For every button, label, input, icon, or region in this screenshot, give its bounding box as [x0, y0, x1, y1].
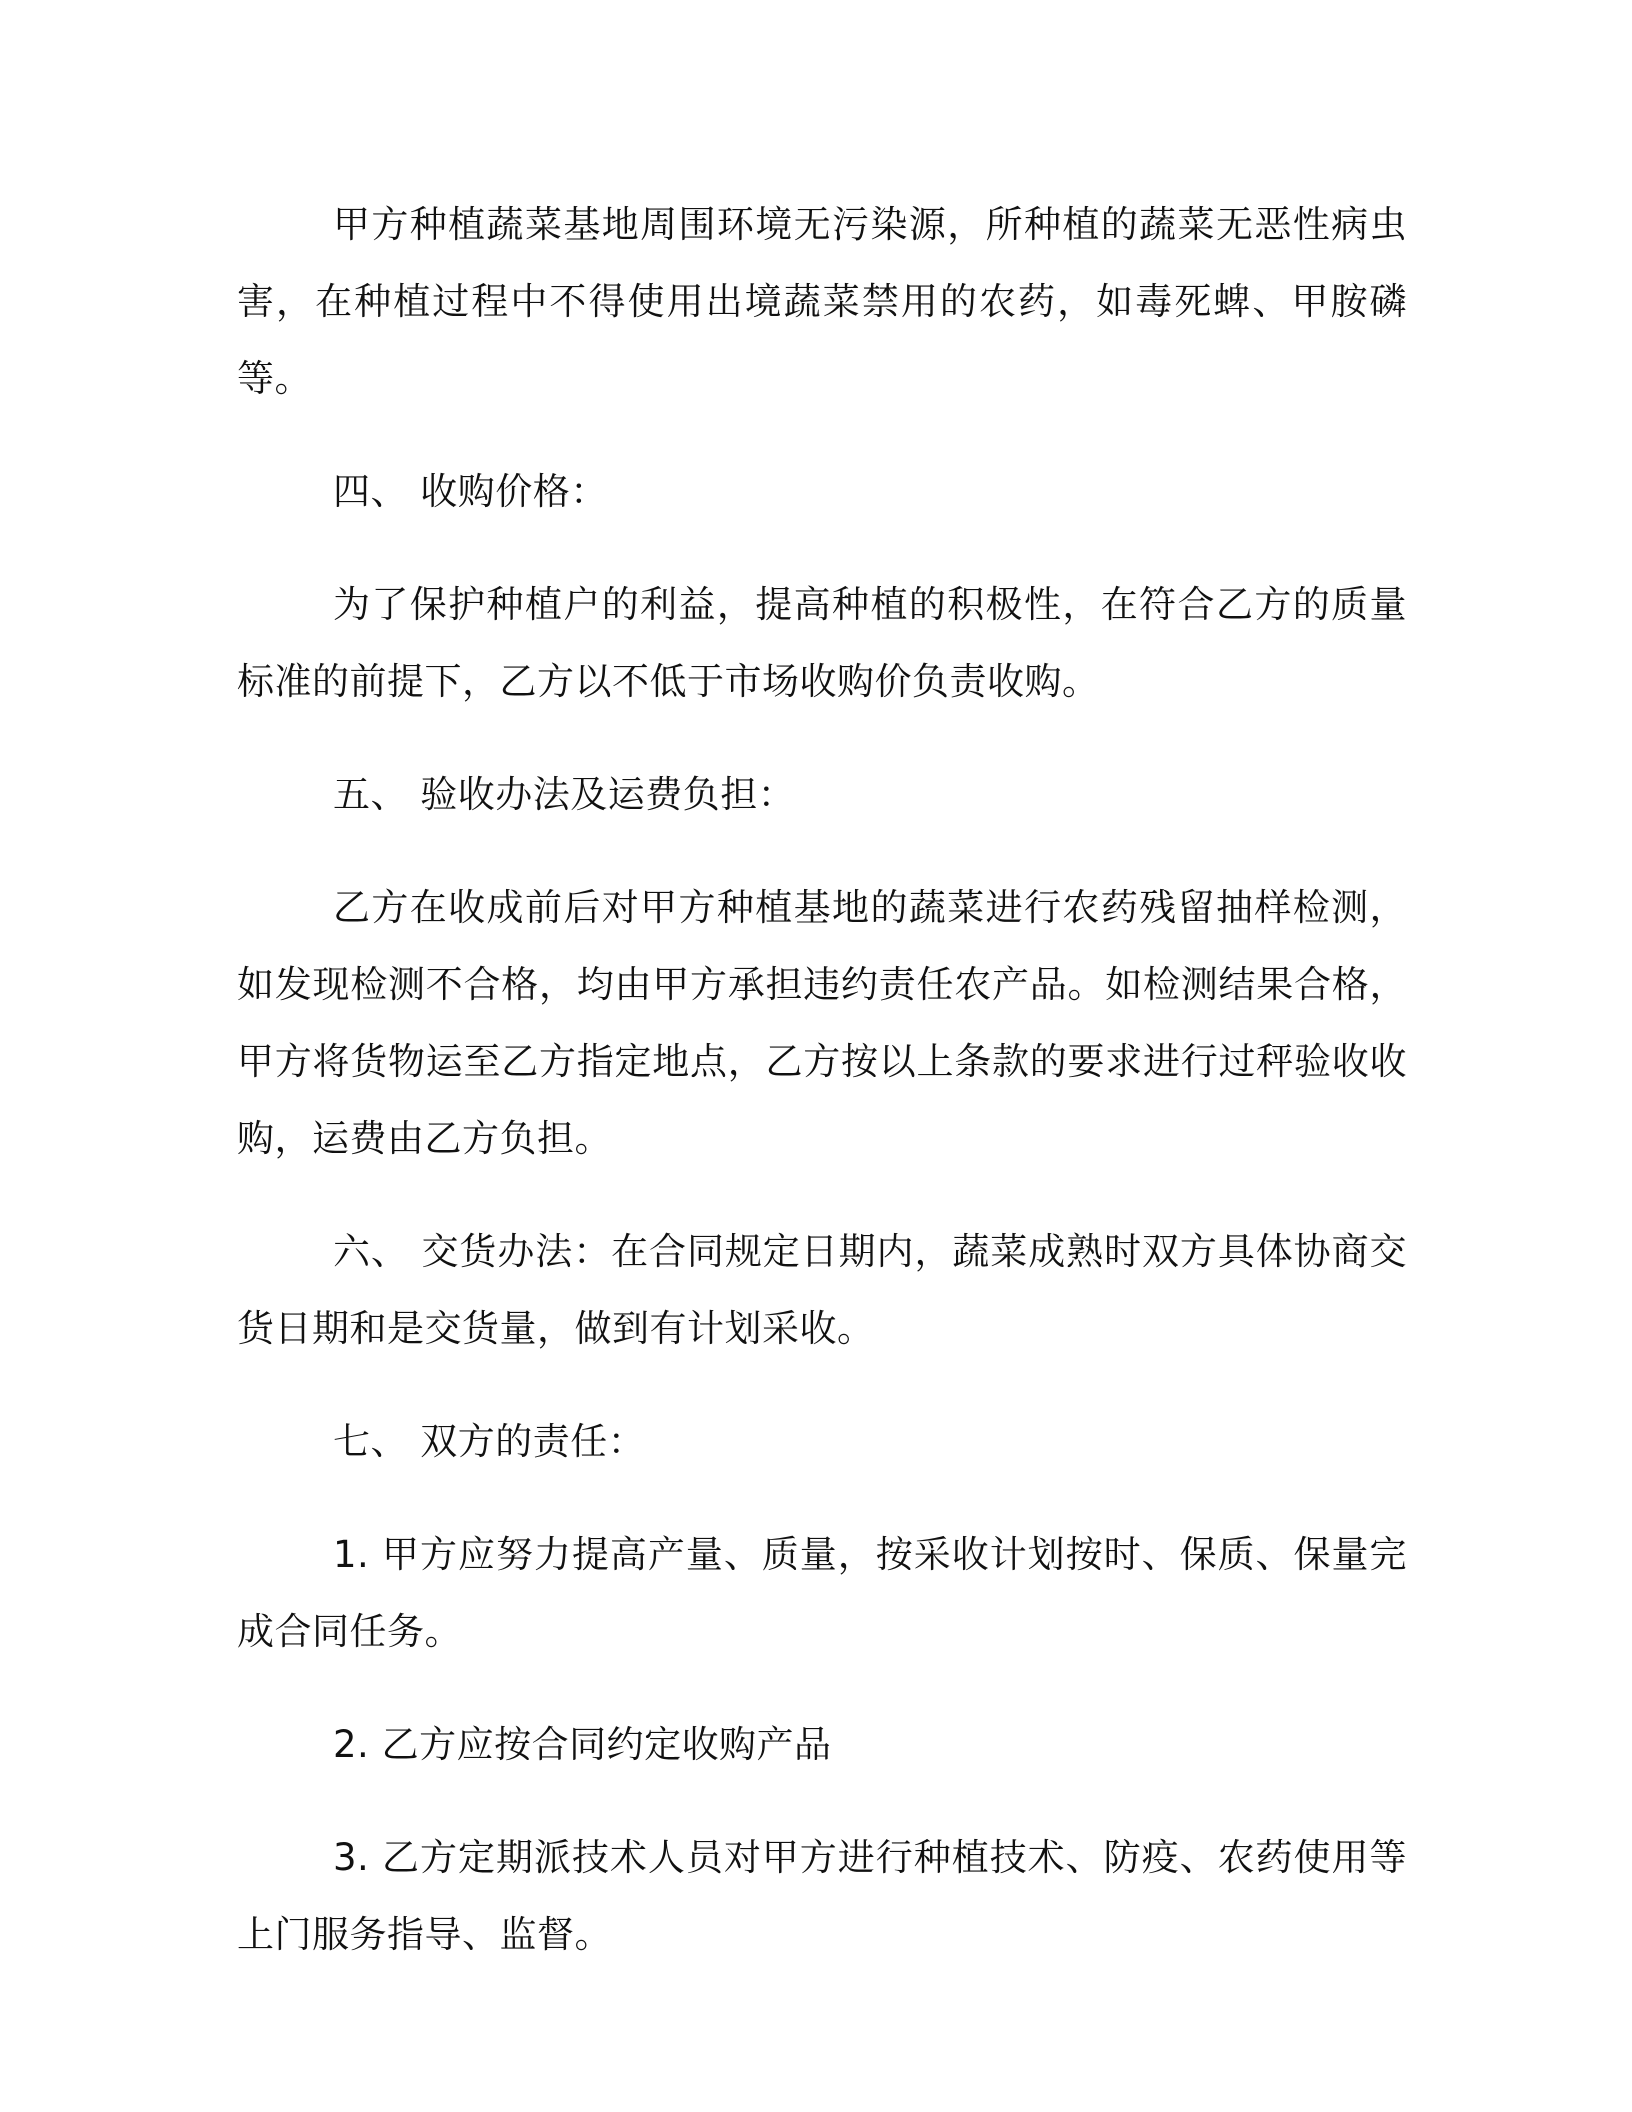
paragraph-gap: [237, 1670, 1407, 1706]
document-body: [237, 186, 1407, 1973]
list-item-3: 3. 乙方定期派技术人员对甲方进行种植技术、防疫、农药使用等上门服务指导、监督。: [237, 1836, 1407, 1956]
paragraph-gap: [237, 417, 1407, 453]
paragraph-gap: [237, 1367, 1407, 1403]
heading-responsibilities: 七、 双方的责任：: [333, 1420, 646, 1463]
paragraph-gap: [237, 1480, 1407, 1516]
heading-acceptance: 五、 验收办法及运费负担：: [333, 773, 796, 816]
paragraph-gap: [237, 1177, 1407, 1213]
paragraph-delivery: 六、 交货办法：在合同规定日期内，蔬菜成熟时双方具体协商交货日期和是交货量，做到有计划采收。: [237, 1230, 1407, 1350]
paragraph-gap: [237, 530, 1407, 566]
list-item-2: 2. 乙方应按合同约定收购产品: [333, 1723, 832, 1766]
paragraph-gap: [237, 833, 1407, 869]
heading-purchase-price: 四、 收购价格：: [333, 470, 608, 513]
paragraph-acceptance: 乙方在收成前后对甲方种植基地的蔬菜进行农药残留抽样检测，如发现检测不合格，均由甲方承担违约责任农产品。如检测结果合格，甲方将货物运至乙方指定地点，乙方按以上条款的要求进行过秤验收收购，运费由乙方负担。: [237, 886, 1407, 1160]
list-item-1: 1. 甲方应努力提高产量、质量，按采收计划按时、保质、保量完成合同任务。: [237, 1533, 1407, 1653]
paragraph-purchase-price: 为了保护种植户的利益，提高种植的积极性，在符合乙方的质量标准的前提下，乙方以不低于市场收购价负责收购。: [237, 583, 1407, 703]
paragraph-gap: [237, 720, 1407, 756]
paragraph-gap: [237, 1783, 1407, 1819]
paragraph-environment: 甲方种植蔬菜基地周围环境无污染源，所种植的蔬菜无恶性病虫害，在种植过程中不得使用出境蔬菜禁用的农药，如毒死蜱、甲胺磷等。: [237, 203, 1407, 400]
